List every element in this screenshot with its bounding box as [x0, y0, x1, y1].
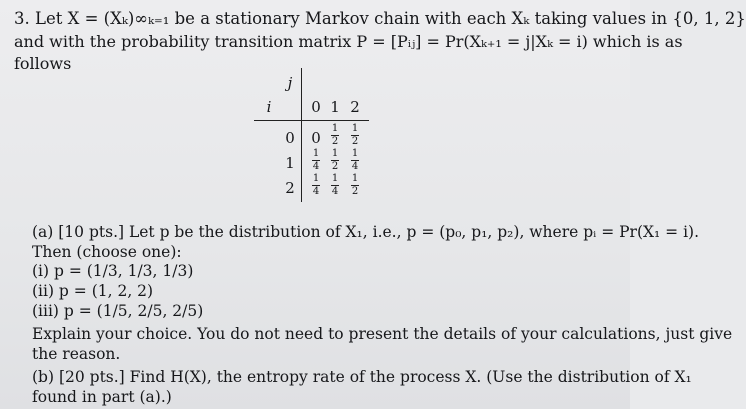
problem-line-2: and with the probability transition matrix P = [Pᵢⱼ] = Pr(Xₖ₊₁ = j|Xₖ = i) which is as [14, 32, 683, 51]
col-label-2: 2 [350, 98, 360, 116]
matrix-cell-0-2: 1 2 [351, 123, 359, 147]
matrix-cell-1-2: 1 4 [351, 148, 359, 172]
matrix-cell-2-2: 1 2 [351, 173, 359, 197]
problem-line-1: 3. Let X = (Xₖ)∞ₖ₌₁ be a stationary Markov chain with each Xₖ taking values in {0, 1, 2} [14, 9, 746, 28]
matrix-cell-2-0: 1 4 [312, 173, 320, 197]
table-horizontal-rule [254, 120, 369, 121]
part-a-line-2: Then (choose one): [32, 243, 182, 261]
col-label-0: 0 [311, 98, 321, 116]
option-ii: (ii) p = (1, 2, 2) [32, 282, 154, 300]
option-i: (i) p = (1/3, 1/3, 1/3) [32, 262, 194, 280]
matrix-cell-0-0: 0 [311, 129, 321, 147]
row-label-1: 1 [285, 154, 295, 172]
matrix-cell-0-1: 1 2 [331, 123, 339, 147]
part-b-line-2: found in part (a).) [32, 388, 172, 406]
matrix-cell-1-0: 1 4 [312, 148, 320, 172]
option-iii: (iii) p = (1/5, 2/5, 2/5) [32, 302, 204, 320]
row-label-2: 2 [285, 179, 295, 197]
transition-matrix-table [254, 68, 369, 202]
matrix-cell-2-1: 1 4 [331, 173, 339, 197]
part-a-line-4: the reason. [32, 345, 121, 363]
problem-line-3: follows [14, 54, 72, 73]
part-a-line-1: (a) [10 pts.] Let p be the distribution of X₁, i.e., p = (p₀, p₁, p₂), where pᵢ = Pr(X₁ = i). [32, 223, 700, 241]
part-b-line-1: (b) [20 pts.] Find H(X), the entropy rate of the process X. (Use the distribution of X₁ [32, 368, 692, 386]
part-a-line-3: Explain your choice. You do not need to present the details of your calculations, just give [32, 325, 733, 343]
col-header-j: j [287, 74, 293, 92]
matrix-cell-1-1: 1 2 [331, 148, 339, 172]
table-vertical-rule [301, 68, 302, 202]
col-label-1: 1 [330, 98, 340, 116]
row-header-i: i [266, 98, 272, 116]
row-label-0: 0 [285, 129, 295, 147]
